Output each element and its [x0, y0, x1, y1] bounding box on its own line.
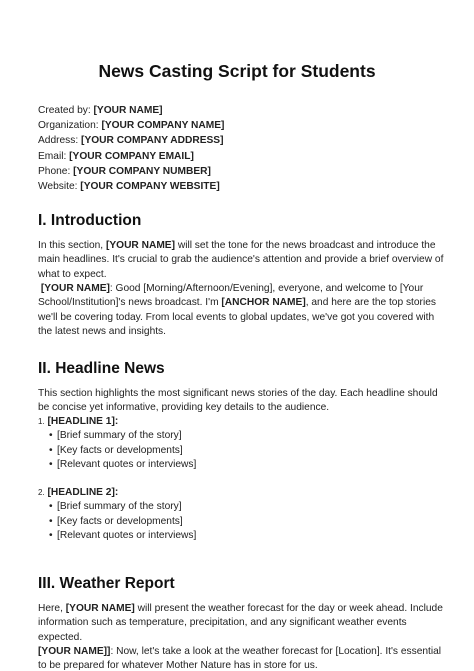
- text-run: will set the tone for the news broadcast and introduce the main headlines. It's crucial to grab the audience's attention and provide a brief overview of what to expect.: [38, 240, 444, 280]
- text-run: Here,: [38, 603, 66, 614]
- meta-label: Website:: [38, 181, 78, 193]
- list-item: [38, 500, 196, 514]
- headline-2-block: [38, 486, 196, 543]
- list-item: [38, 529, 196, 543]
- meta-address: [38, 133, 224, 148]
- text-run: : Now, let's take a look at the weather forecast for [Location]. It's essential to be prepared for whatever Mother Nature has in store for us.: [38, 646, 442, 671]
- bullet-icon: •: [49, 515, 53, 527]
- meta-email: [38, 149, 224, 164]
- bullet-icon: •: [49, 529, 53, 541]
- headline-label: [HEADLINE 2]:: [47, 487, 119, 498]
- section-heading-headline-news: II. Headline News: [38, 360, 165, 377]
- list-item: [38, 515, 196, 529]
- meta-website: [38, 179, 224, 194]
- bullet-icon: •: [49, 458, 53, 470]
- text-run: : Good [Morning/Afternoon/Evening], everyone, and welcome to [Your School/Institution]'s news broadcast. I'm: [38, 283, 424, 309]
- bullet-text: [Key facts or developments]: [57, 444, 183, 456]
- list-item: [38, 429, 196, 443]
- author-info: [38, 103, 224, 194]
- list-item: [38, 444, 196, 458]
- meta-label: Phone:: [38, 165, 71, 177]
- text-run: , and here are the top stories we'll be covering today. From local events to global updates, we've got you covered with the latest news and insights.: [38, 297, 436, 337]
- bullet-text: [Brief summary of the story]: [57, 430, 182, 442]
- meta-value: [YOUR COMPANY NAME]: [101, 120, 225, 132]
- meta-value: [YOUR COMPANY EMAIL]: [69, 150, 194, 162]
- weather-paragraph: [38, 602, 446, 645]
- placeholder-name: [YOUR NAME]]: [38, 646, 111, 657]
- bullet-icon: •: [49, 501, 53, 513]
- headline-2-label: [38, 486, 196, 500]
- headline-intro-paragraph: This section highlights the most significant news stories of the day. Each headline should be concise yet informative, providing key details to the audience.: [38, 388, 438, 414]
- bullet-text: [Key facts or developments]: [57, 515, 183, 527]
- headline-1-label: [38, 415, 196, 429]
- intro-paragraph: [38, 239, 446, 282]
- bullet-text: [Relevant quotes or interviews]: [57, 529, 197, 541]
- section-heading-introduction: I. Introduction: [38, 212, 142, 229]
- list-number: 1.: [38, 417, 45, 426]
- list-item: [38, 458, 196, 472]
- text-run: will present the weather forecast for the day or week ahead. Include information such as temperature, precipitation, and any significant weather events expected.: [38, 603, 443, 643]
- meta-organization: [38, 118, 224, 133]
- intro-script-paragraph: [38, 282, 446, 339]
- meta-value: [YOUR COMPANY NUMBER]: [73, 165, 211, 177]
- headline-1-block: [38, 415, 196, 472]
- meta-label: Created by:: [38, 105, 91, 116]
- section-heading-weather-report: III. Weather Report: [38, 575, 175, 592]
- placeholder-anchor-name: [ANCHOR NAME]: [221, 297, 306, 309]
- meta-phone: [38, 164, 224, 179]
- meta-label: Organization:: [38, 120, 99, 132]
- headline-label: [HEADLINE 1]:: [47, 416, 119, 427]
- placeholder-name: [YOUR NAME]: [40, 283, 110, 294]
- list-number: 2.: [38, 488, 45, 497]
- bullet-icon: •: [49, 444, 53, 456]
- bullet-text: [Brief summary of the story]: [57, 501, 182, 513]
- meta-value: [YOUR NAME]: [93, 105, 163, 116]
- bullet-icon: •: [49, 430, 53, 442]
- meta-created-by: [38, 103, 224, 118]
- weather-script-paragraph: [38, 645, 446, 671]
- bullet-text: [Relevant quotes or interviews]: [57, 458, 197, 470]
- meta-value: [YOUR COMPANY WEBSITE]: [80, 181, 220, 193]
- placeholder-name: [YOUR NAME]: [65, 603, 135, 614]
- meta-label: Email:: [38, 150, 67, 162]
- document-title: News Casting Script for Students: [98, 61, 376, 81]
- text-run: In this section,: [38, 240, 106, 251]
- meta-label: Address:: [38, 135, 79, 147]
- meta-value: [YOUR COMPANY ADDRESS]: [81, 135, 224, 147]
- placeholder-name: [YOUR NAME]: [105, 240, 175, 251]
